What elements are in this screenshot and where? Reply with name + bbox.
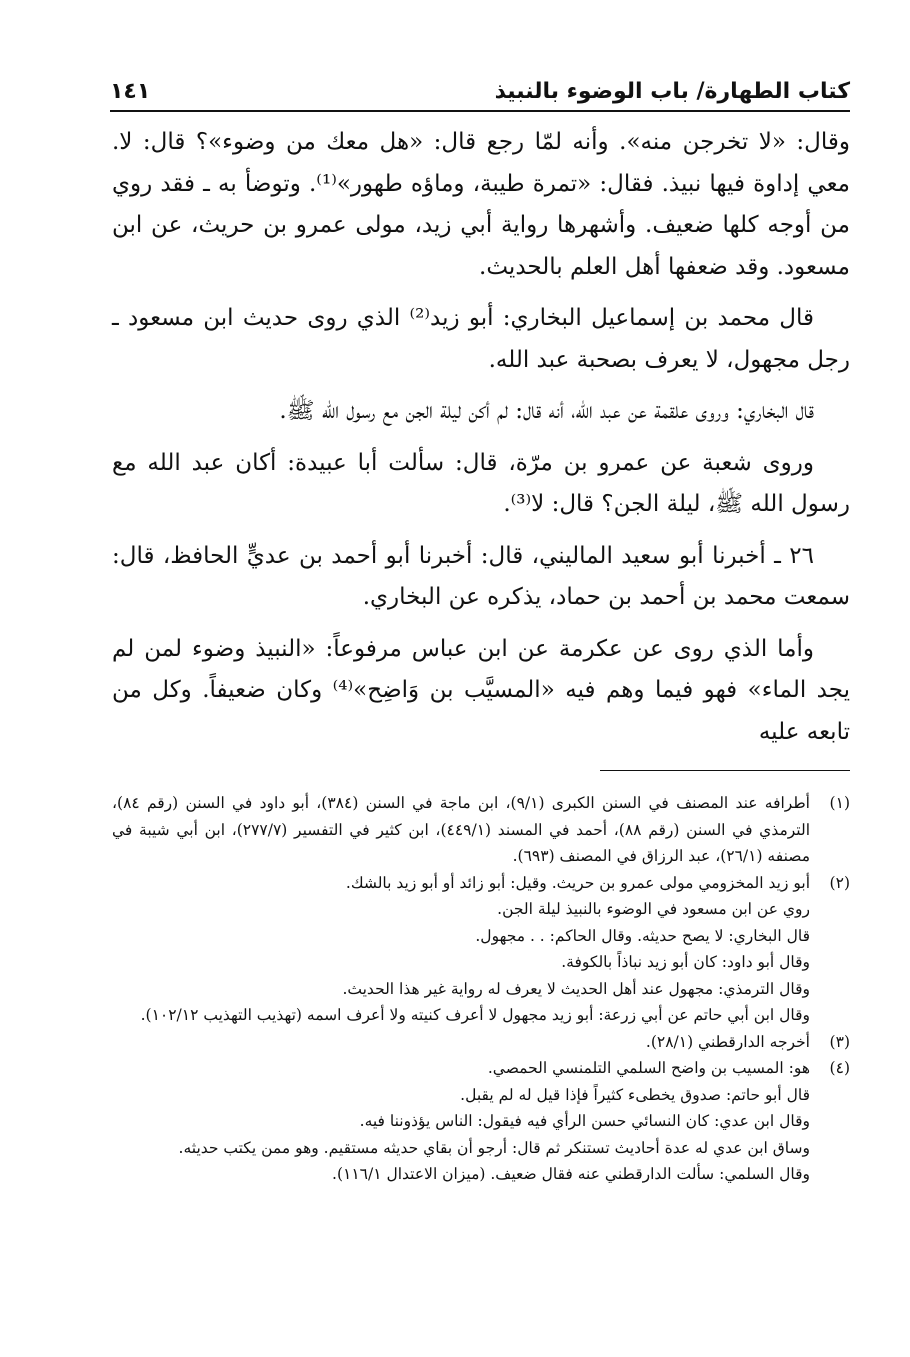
footnote-line: هو: المسيب بن واضح السلمي التلمنسي الحمصي. [487, 1059, 810, 1077]
running-header [110, 60, 850, 112]
footnote-line: قال البخاري: لا يصح حديثه. وقال الحاكم: . . مجهول. [475, 926, 810, 945]
footnote-number: (١) [829, 794, 850, 812]
footnote-body [112, 870, 810, 1029]
footnote [112, 1055, 850, 1188]
paragraph: وأما الذي روى عن عكرمة عن ابن عباس مرفوعاً: «النبيذ وضوء لمن لم يجد الماء» فهو فيما وهم فيه «المسيَّب بن وَاضِح»⁽⁴⁾ وكان ضعيفاً. وكل من تابعه عليه [112, 635, 850, 745]
footnote-body [112, 1055, 810, 1188]
footnote-line: أطرافه عند المصنف في السنن الكبرى (٩/١)، ابن ماجة في السنن (٣٨٤)، أبو داود في السنن (رقم ٨٤)، الترمذي في السنن (رقم ٨٨)، أحمد في المسند (٤٤٩/١)، ابن كثير في التفسير (٢٧٧/٧)، ابن أبي شيبة في مصنفه (٢٦/١)، عبد الرزاق في المصنف (٦٩٣). [112, 794, 811, 865]
main-text [112, 122, 850, 763]
footnote-line: روي عن ابن مسعود في الوضوء بالنبيذ ليلة الجن. [497, 900, 810, 918]
page-number: ١٤١ [110, 79, 151, 104]
footnote-line: وقال أبو داود: كان أبو زيد نباذاً بالكوفة. [561, 953, 810, 971]
paragraph: ٢٦ ـ أخبرنا أبو سعيد الماليني، قال: أخبرنا أبو أحمد بن عديٍّ الحافظ، قال: سمعت محمد بن أحمد بن حماد، يذكره عن البخاري. [112, 542, 850, 610]
footnote [112, 1029, 850, 1056]
footnote-line: أبو زيد المخزومي مولى عمرو بن حريث. وقيل: أبو زائد أو أبو زيد بالشك. [345, 873, 810, 892]
paragraph: وروى شعبة عن عمرو بن مرّة، قال: سألت أبا عبيدة: أكان عبد الله مع رسول الله ﷺ، ليلة الجن؟ قال: لا⁽³⁾. [112, 449, 850, 517]
footnote-line: وقال الترمذي: مجهول عند أهل الحديث لا يعرف له رواية غير هذا الحديث. [342, 979, 810, 998]
footnote-line: وقال ابن أبي حاتم عن أبي زرعة: أبو زيد مجهول لا أعرف كنيته ولا أعرف اسمه (تهذيب التهذيب ١٠٢/١٢). [140, 1006, 810, 1024]
footnote [112, 790, 850, 870]
footnote-number: (٤) [829, 1059, 850, 1077]
footnote-line: وساق ابن عدي له عدة أحاديث تستنكر ثم قال: أرجو أن بقاي حديثه مستقيم. وهو ممن يكتب حديثه. [178, 1138, 810, 1157]
paragraph: قال محمد بن إسماعيل البخاري: أبو زيد⁽²⁾ الذي روى حديث ابن مسعود ـ رجل مجهول، لا يعرف بصحبة عبد الله. [112, 305, 850, 373]
footnote-number: (٢) [829, 873, 850, 892]
footnote-separator [600, 770, 850, 771]
footnote-line: قال أبو حاتم: صدوق يخطىء كثيراً فإذا قيل له لم يقبل. [460, 1085, 810, 1104]
footnotes [112, 790, 850, 1188]
footnote-body [112, 1029, 810, 1056]
footnote-body [112, 790, 810, 870]
footnote-line: وقال ابن عدي: كان النسائي حسن الرأي فيه فيقول: الناس يؤذوننا فيه. [359, 1112, 810, 1130]
chapter-title: كتاب الطهارة/ باب الوضوء بالنبيذ [494, 79, 850, 104]
paragraph: وقال: «لا تخرجن منه». وأنه لمّا رجع قال: «هل معك من وضوء»؟ قال: لا. معي إداوة فيها نبيذ. فقال: «تمرة طيبة، وماؤه طهور»⁽¹⁾. وتوضأ به ـ فقد روي من أوجه كلها ضعيف. وأشهرها رواية أبي زيد، مولى عمرو بن حريث، عن ابن مسعود. وقد ضعفها أهل العلم بالحديث. [112, 129, 850, 280]
footnote-number: (٣) [829, 1032, 850, 1051]
paragraph: قال البخاري: وروى علقمة عن عبد الله، أنه قال: لم أكن ليلة الجن مع رسول الله ﷺ. [279, 398, 814, 424]
footnote [112, 870, 850, 1029]
footnote-line: أخرجه الدارقطني (٢٨/١). [645, 1032, 810, 1051]
footnote-line: وقال السلمي: سألت الدارقطني عنه فقال ضعيف. (ميزان الاعتدال ١١٦/١). [332, 1165, 810, 1183]
